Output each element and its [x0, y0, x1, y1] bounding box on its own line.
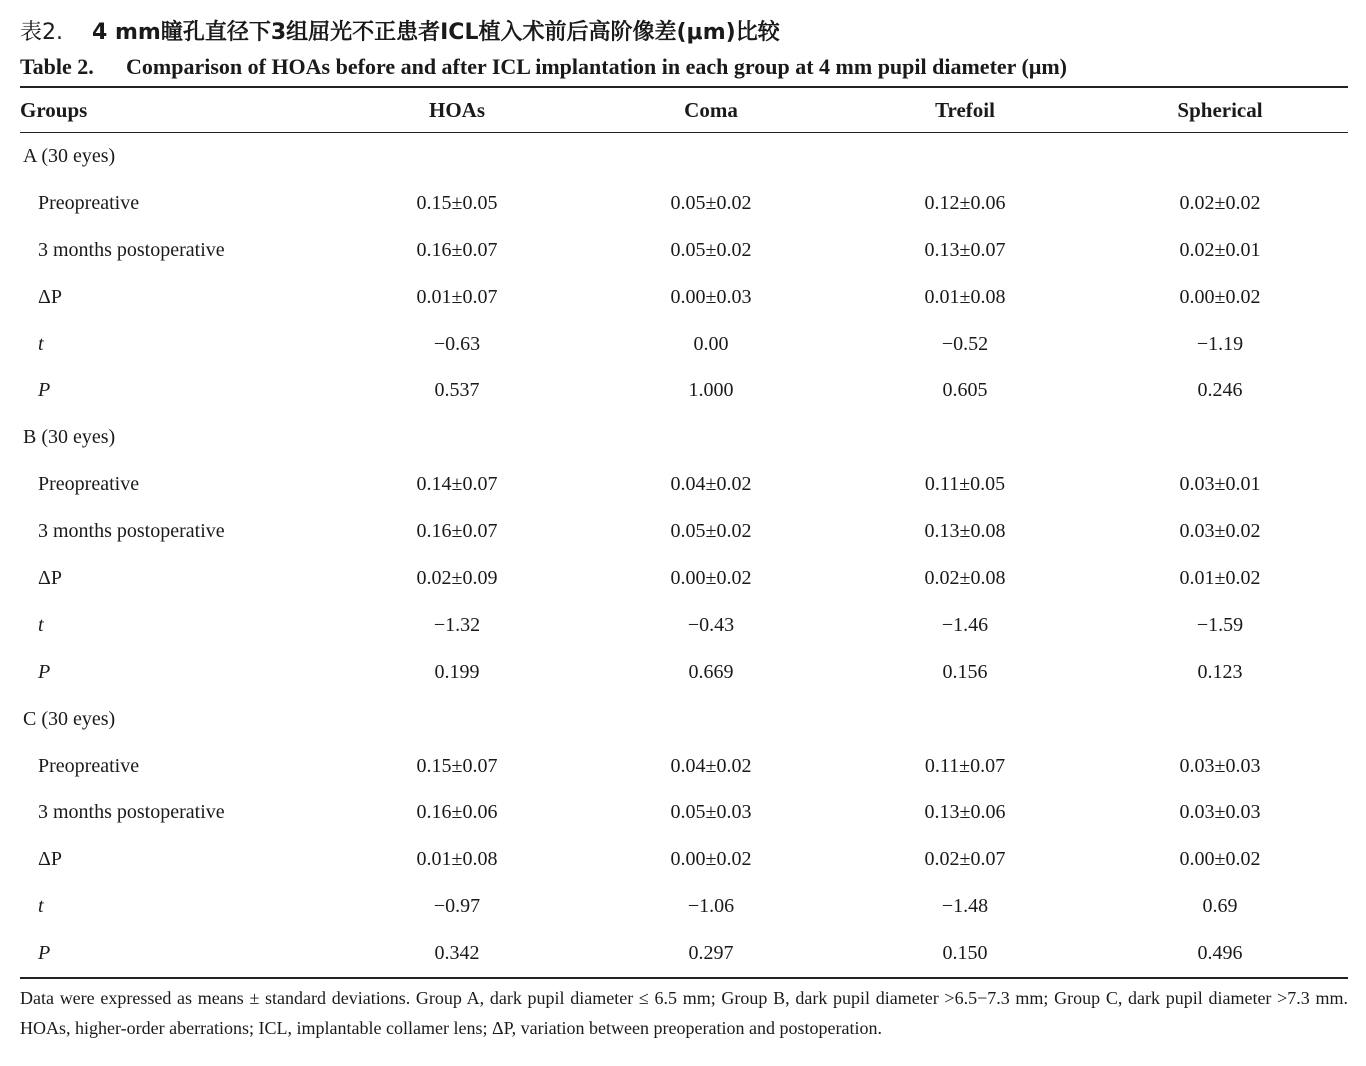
row-label: t: [38, 895, 44, 918]
cell-hoas: 0.15±0.07: [416, 754, 498, 777]
group-b-label: B (30 eyes): [23, 426, 116, 449]
group-header-row: [20, 696, 1348, 743]
cell-coma: 0.04±0.02: [670, 473, 752, 496]
cell-spherical: 0.123: [1197, 660, 1243, 683]
cell-trefoil: 0.150: [838, 930, 1092, 978]
cell-hoas: 0.537: [434, 379, 480, 402]
row-label: Preopreative: [38, 191, 140, 214]
cell-trefoil: 0.605: [942, 379, 988, 402]
row-label: Preopreative: [38, 473, 140, 496]
cell-hoas: 0.01±0.07: [416, 285, 498, 308]
row-label: t: [38, 613, 44, 636]
cell-spherical: 0.03±0.02: [1179, 520, 1261, 543]
cell-spherical: 0.03±0.01: [1179, 473, 1261, 496]
row-label: ΔP: [38, 848, 62, 871]
cell-trefoil: 0.13±0.06: [924, 801, 1006, 824]
cell-trefoil: 0.11±0.05: [924, 473, 1006, 496]
cell-spherical: 0.246: [1197, 379, 1243, 402]
cell-coma: 1.000: [688, 379, 734, 402]
cell-hoas: 0.16±0.07: [416, 520, 498, 543]
cell-spherical: −1.19: [1196, 332, 1244, 355]
row-label: ΔP: [38, 566, 62, 589]
cell-trefoil: 0.13±0.07: [924, 238, 1006, 261]
cell-trefoil: −1.48: [941, 895, 989, 918]
cell-hoas: 0.199: [434, 660, 480, 683]
table-footnote: Data were expressed as means ± standard deviations. Group A, dark pupil diameter ≤ 6.5 mm; Group B, dark pupil diameter >6.5−7.3 mm; Group C, dark pupil diameter >7.3 mm. HOAs, higher-order aberrations; ICL, implantable collamer lens; ΔP, variation between preoperation and postoperation.: [20, 988, 1348, 1039]
cell-hoas: 0.01±0.08: [416, 848, 498, 871]
group-c-section: [20, 696, 1348, 978]
cell-coma: 0.297: [584, 930, 838, 978]
cell-hoas: 0.02±0.09: [416, 566, 498, 589]
row-label: P: [38, 660, 51, 683]
cell-trefoil: 0.13±0.08: [924, 520, 1006, 543]
cell-spherical: 0.03±0.03: [1179, 754, 1261, 777]
cell-hoas: −0.97: [433, 895, 481, 918]
cell-coma: 0.00: [693, 332, 729, 355]
cell-coma: −0.43: [687, 613, 735, 636]
table-row: [20, 508, 1348, 555]
cell-coma: 0.00±0.02: [670, 566, 752, 589]
table-row: [20, 321, 1348, 368]
cell-coma: 0.05±0.03: [670, 801, 752, 824]
cell-coma: 0.05±0.02: [670, 238, 752, 261]
cell-spherical: 0.02±0.02: [1179, 191, 1261, 214]
cell-coma: 0.00±0.02: [670, 848, 752, 871]
cell-trefoil: −0.52: [941, 332, 989, 355]
table-row: [20, 930, 1348, 978]
cell-spherical: 0.496: [1092, 930, 1348, 978]
caption-chinese-label: 表2.: [20, 20, 63, 45]
table-row: [20, 602, 1348, 649]
row-label: 3 months postoperative: [38, 801, 225, 824]
table-row: [20, 789, 1348, 836]
cell-hoas: 0.14±0.07: [416, 473, 498, 496]
table-row: [20, 883, 1348, 930]
caption-english: [20, 52, 1348, 82]
cell-trefoil: 0.11±0.07: [924, 754, 1006, 777]
cell-spherical: 0.00±0.02: [1179, 285, 1261, 308]
row-label: 3 months postoperative: [38, 238, 225, 261]
cell-hoas: −1.32: [433, 613, 481, 636]
table-row: [20, 649, 1348, 696]
row-label: P: [38, 379, 51, 402]
cell-trefoil: 0.02±0.07: [924, 848, 1006, 871]
cell-coma: 0.00±0.03: [670, 285, 752, 308]
table-row: [20, 274, 1348, 321]
table-row: [20, 836, 1348, 883]
table-row: [20, 555, 1348, 602]
row-label: t: [38, 332, 44, 355]
caption-english-title: Comparison of HOAs before and after ICL implantation in each group at 4 mm pupil diameter (μm): [126, 54, 1067, 79]
header-spherical: Spherical: [1092, 87, 1348, 133]
cell-spherical: 0.02±0.01: [1179, 238, 1261, 261]
group-b-section: [20, 414, 1348, 695]
cell-coma: 0.669: [688, 660, 734, 683]
group-c-label: C (30 eyes): [23, 707, 116, 730]
table-row: [20, 227, 1348, 274]
table-row: [20, 743, 1348, 790]
cell-hoas: −0.63: [433, 332, 481, 355]
cell-hoas: 0.15±0.05: [416, 191, 498, 214]
group-a-label: A (30 eyes): [23, 144, 116, 167]
header-hoas: HOAs: [330, 87, 584, 133]
cell-trefoil: 0.01±0.08: [924, 285, 1006, 308]
cell-spherical: −1.59: [1196, 613, 1244, 636]
cell-spherical: 0.01±0.02: [1179, 566, 1261, 589]
cell-spherical: 0.69: [1202, 895, 1238, 918]
row-label: Preopreative: [38, 754, 140, 777]
cell-trefoil: −1.46: [941, 613, 989, 636]
table-row: [20, 461, 1348, 508]
hoa-comparison-table: [20, 86, 1348, 979]
header-groups: Groups: [20, 87, 330, 133]
cell-trefoil: 0.12±0.06: [924, 191, 1006, 214]
row-label: 3 months postoperative: [38, 520, 225, 543]
header-trefoil: Trefoil: [838, 87, 1092, 133]
cell-spherical: 0.00±0.02: [1179, 848, 1261, 871]
table-page: [20, 18, 1348, 1043]
cell-coma: 0.05±0.02: [670, 520, 752, 543]
cell-hoas: 0.342: [330, 930, 584, 978]
cell-trefoil: 0.02±0.08: [924, 566, 1006, 589]
group-header-row: [20, 414, 1348, 461]
table-row: [20, 180, 1348, 227]
cell-hoas: 0.16±0.06: [416, 801, 498, 824]
row-label: ΔP: [38, 285, 62, 308]
cell-hoas: 0.16±0.07: [416, 238, 498, 261]
cell-coma: 0.05±0.02: [670, 191, 752, 214]
header-coma: Coma: [584, 87, 838, 133]
cell-spherical: 0.03±0.03: [1179, 801, 1261, 824]
group-a-section: [20, 133, 1348, 415]
group-header-row: [20, 133, 1348, 180]
caption-chinese-title: 4 mm瞳孔直径下3组屈光不正患者ICL植入术前后高阶像差(μm)比较: [92, 20, 780, 45]
cell-coma: 0.04±0.02: [670, 754, 752, 777]
caption-english-label: Table 2.: [20, 54, 94, 79]
table-header-row: [20, 87, 1348, 133]
caption-chinese: [20, 18, 1348, 48]
cell-coma: −1.06: [687, 895, 735, 918]
cell-trefoil: 0.156: [942, 660, 988, 683]
row-label: P: [20, 930, 330, 978]
table-row: [20, 367, 1348, 414]
